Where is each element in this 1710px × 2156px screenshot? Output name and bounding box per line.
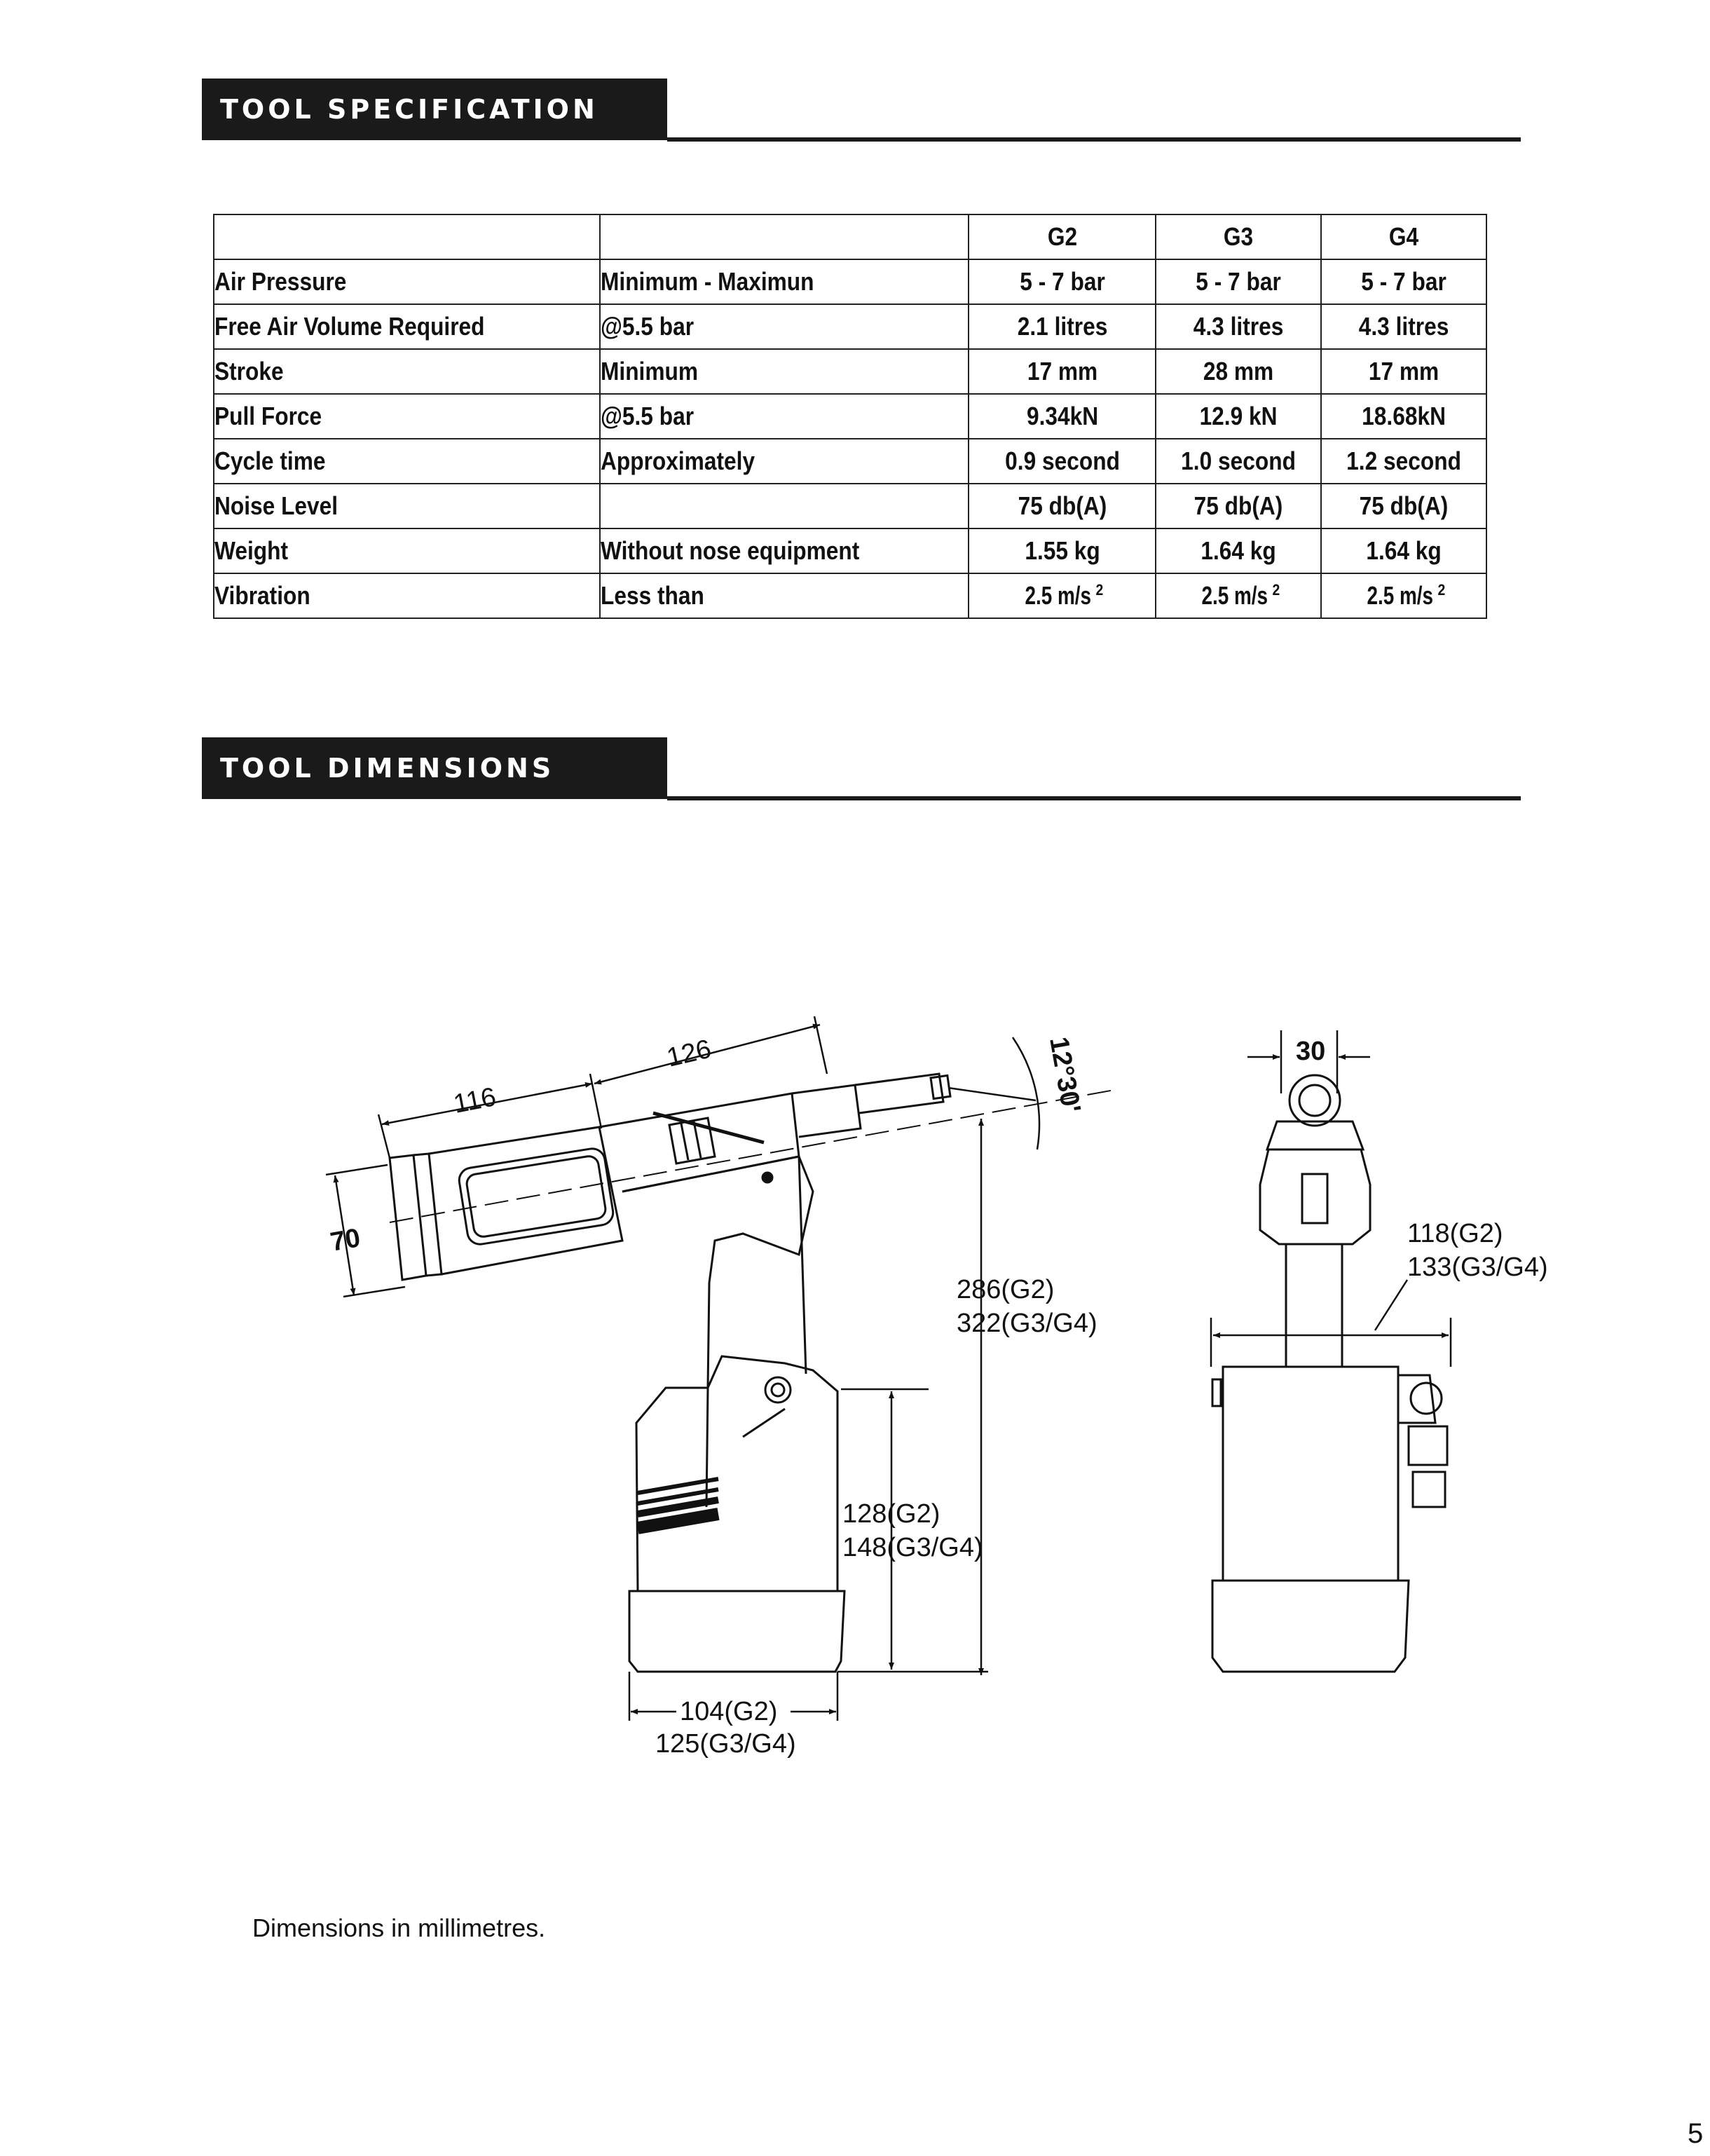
row-condition: Approximately [600,439,968,484]
section-title-text: TOOL SPECIFICATION [220,94,598,125]
cell-g4: 1.2 second [1321,439,1486,484]
header-cell-g4: G4 [1321,214,1486,259]
row-label: Free Air Volume Required [214,304,600,349]
cell-g3: 28 mm [1156,349,1321,394]
dim-height-base-g2: 128(G2) [842,1499,940,1529]
row-label: Vibration [214,573,600,618]
cell-g2: 17 mm [969,349,1156,394]
cell-g3: 12.9 kN [1156,394,1321,439]
cell-g4: 1.64 kg [1321,528,1486,573]
row-label: Weight [214,528,600,573]
unit-exponent: 2 [1095,581,1104,599]
cell-g2: 75 db(A) [969,484,1156,528]
value-text: 2.5 m/s [1367,581,1433,610]
cell-g2: 2.1 litres [969,304,1156,349]
dim-side-width-g3g4: 133(G3/G4) [1407,1253,1548,1282]
cell-g2: 9.34kN [969,394,1156,439]
row-label: Stroke [214,349,600,394]
front-view-tool [1212,1075,1447,1672]
side-view-tool [390,1074,1114,1672]
row-label: Cycle time [214,439,600,484]
rear-cylinder [390,1127,622,1280]
cell-g3: 5 - 7 bar [1156,259,1321,304]
row-condition: Minimum [600,349,968,394]
row-condition: Without nose equipment [600,528,968,573]
dim-nose-width: 30 [1296,1037,1326,1066]
value-text: 2.5 m/s [1025,581,1092,610]
dim-height-total-g2: 286(G2) [957,1275,1055,1304]
dim-rear-diameter: 70 [328,1223,363,1257]
row-label: Noise Level [214,484,600,528]
cell-g4: 4.3 litres [1321,304,1486,349]
row-label: Pull Force [214,394,600,439]
page-number: 5 [1688,2118,1704,2149]
dim-length-rear: 116 [451,1082,499,1119]
cell-g3: 4.3 litres [1156,304,1321,349]
cell-g2: 1.55 kg [969,528,1156,573]
row-label: Air Pressure [214,259,600,304]
cell-g4: 75 db(A) [1321,484,1486,528]
handle [622,1157,813,1507]
cell-g4: 5 - 7 bar [1321,259,1486,304]
base [629,1591,844,1672]
cell-g4: 18.68kN [1321,394,1486,439]
dim-side-width-g2: 118(G2) [1407,1219,1503,1248]
value-text: 2.5 m/s [1201,581,1268,610]
cell-g2: 5 - 7 bar [969,259,1156,304]
cell-g3: 1.64 kg [1156,528,1321,573]
cell-g3: 75 db(A) [1156,484,1321,528]
cell-g3: 1.0 second [1156,439,1321,484]
centerline [390,1090,1114,1222]
section-title-text: TOOL DIMENSIONS [220,753,555,784]
dim-height-base-g3g4: 148(G3/G4) [842,1533,983,1562]
dim-height-total-g3g4: 322(G3/G4) [957,1309,1097,1338]
dim-angle: 12°30' [1044,1035,1086,1115]
cell-g4: 17 mm [1321,349,1486,394]
row-condition: Minimum - Maximun [600,259,968,304]
cell-g2: 0.9 second [969,439,1156,484]
motor-housing [636,1356,837,1591]
header-cell-g2: G2 [969,214,1156,259]
row-condition: @5.5 bar [600,304,968,349]
dim-base-width-g2: 104(G2) [680,1697,778,1726]
dim-length-front: 126 [664,1034,714,1073]
row-condition: @5.5 bar [600,394,968,439]
row-condition: Less than [600,573,968,618]
dim-base-width-g3g4: 125(G3/G4) [655,1729,796,1759]
unit-exponent: 2 [1437,581,1446,599]
unit-exponent: 2 [1272,581,1280,599]
header-cell-g3: G3 [1156,214,1321,259]
footnote: Dimensions in millimetres. [252,1913,546,1942]
